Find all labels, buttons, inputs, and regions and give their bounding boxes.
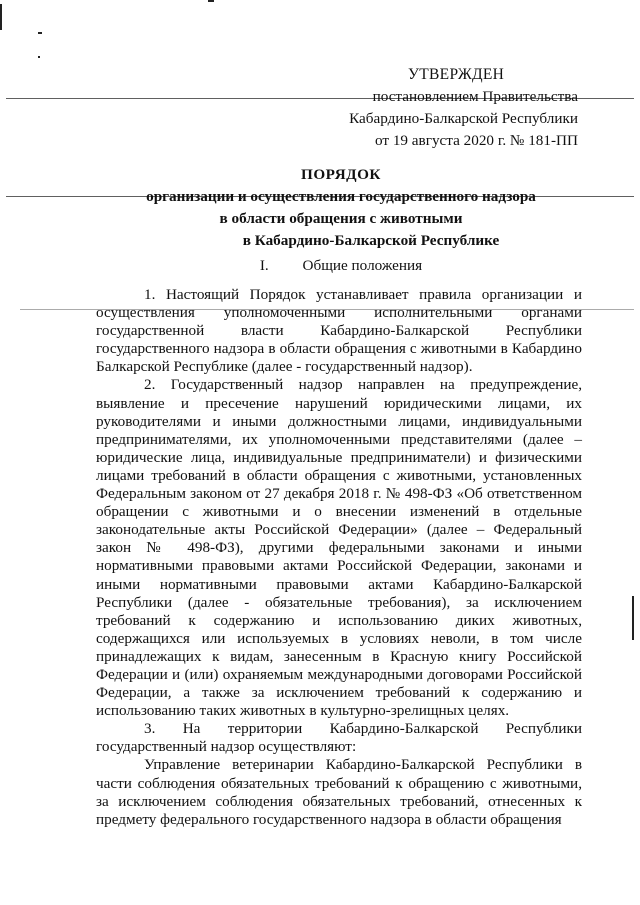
document-title: [96, 164, 586, 252]
scan-artifact-left-bar: [0, 4, 2, 30]
section-number: I.: [259, 257, 269, 274]
approval-line-1: постановлением Правительства: [372, 88, 578, 105]
scan-artifact-top-tick: [208, 0, 214, 2]
scan-artifact-speck: [38, 32, 42, 34]
document-body: [96, 286, 582, 829]
section-title: Общие положения: [302, 257, 423, 274]
section-heading: [96, 255, 586, 277]
approval-heading: УТВЕРЖДЕН: [408, 66, 505, 83]
title-line-4: в Кабардино-Балкарской Республике: [242, 232, 500, 249]
approval-line-2: Кабардино-Балкарской Республики: [349, 110, 578, 127]
scan-artifact-dot: [38, 56, 40, 58]
paragraph-4: Управление ветеринарии Кабардино-Балкарской Республики в части соблюдения обязательных требований к обращению с животными, за исключением соблюдения обязательных требований, отнесенных к предмету федерального государственного надзора в области обращения: [96, 756, 582, 828]
approval-line-3: от 19 августа 2020 г. № 181-ПП: [375, 132, 578, 149]
scan-artifact-right-bar: [632, 596, 634, 640]
paragraph-3: 3. На территории Кабардино-Балкарской Республики государственный надзор осуществляют:: [96, 720, 582, 756]
paragraph-2: 2. Государственный надзор направлен на предупреждение, выявление и пресечение нарушений юридическими лицами, их руководителями и иными должностными лицами, индивидуальными предпринимателями, их уполномоченными представителями (далее – юридические лица, индивидуальные предприниматели) и физическими лицами требований в области обращения с животными, установленных Федеральным законом от 27 декабря 2018 г. № 498-ФЗ «Об ответственном обращении с животными и о внесении изменений в отдельные законодательные акты Российской Федерации» (далее – Федеральный закон № 498-ФЗ), другими федеральными законами и иными нормативными правовыми актами Российской Федерации, законами и иными нормативными правовыми актами Кабардино-Балкарской Республики (далее - обязательные требования), за исключением требований к содержанию и использованию диких животных, содержащихся или используемых в условиях неволи, в том числе принадлежащих к видам, занесенным в Красную книгу Российской Федерации и (или) охраняемым международными договорами Российской Федерации, а также за исключением требований к содержанию и использованию таких животных в культурно-зрелищных целях.: [96, 376, 582, 720]
title-line-2: организации и осуществления государственного надзора: [146, 188, 536, 205]
paragraph-1: 1. Настоящий Порядок устанавливает правила организации и осуществления уполномоченными исполнительными органами государственной власти Кабардино-Балкарской Республики государственного надзора в области обращения с животными в Кабардино Балкарской Республике (далее - государственный надзор).: [96, 286, 582, 376]
title-line-1: ПОРЯДОК: [301, 166, 381, 183]
approval-block: [318, 64, 578, 152]
title-line-3: в области обращения с животными: [219, 210, 463, 227]
